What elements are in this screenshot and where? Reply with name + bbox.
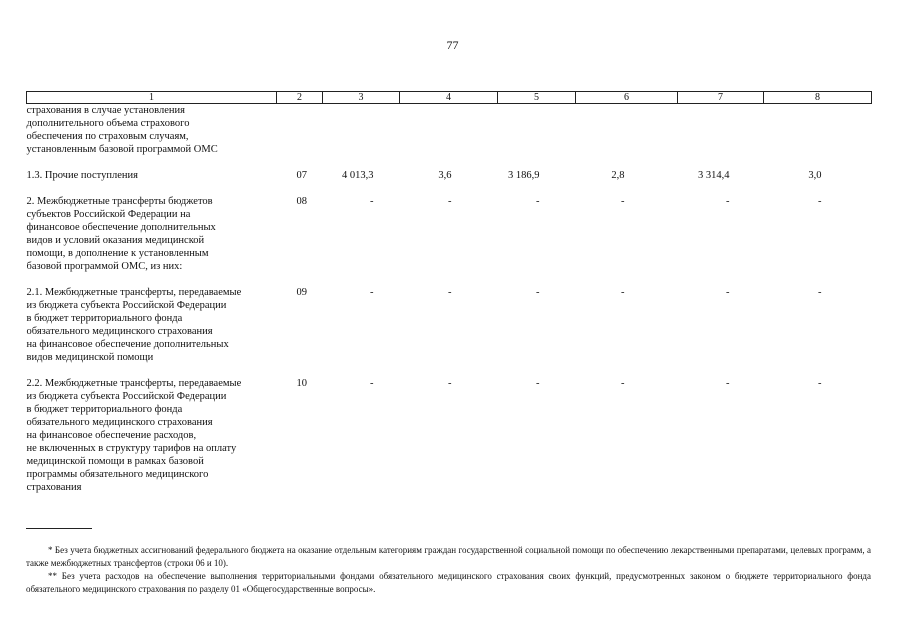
row-label-line: 1.3. Прочие поступления (26, 170, 138, 181)
row-value: - (536, 196, 540, 207)
row-code (277, 104, 323, 157)
row-label-line: страхования в случае установления (26, 105, 185, 116)
row-label-line: установленным базовой программой ОМС (26, 144, 218, 155)
row-value: - (818, 196, 822, 207)
column-header-7: 7 (678, 92, 764, 104)
row-value: - (726, 287, 730, 298)
row-value (764, 104, 872, 157)
row-label-line: видов и условий оказания медицинской (26, 235, 205, 246)
footnote: ** Без учета расходов на обеспечение выполнения территориальными фондами обязательного медицинского страхования своих функций, предусмотренных законом о бюджете территориального фонда обязательного медицинского страхования по разделу 01 «Общегосударственные вопросы». (26, 571, 871, 594)
row-label-line: из бюджета субъекта Российской Федерации (26, 391, 227, 402)
row-value: - (621, 287, 625, 298)
row-label-line: дополнительного объема страхового (26, 118, 190, 129)
header-row (27, 92, 872, 104)
row-code: 09 (296, 287, 307, 298)
row-label-line: базовой программой ОМС, из них: (26, 261, 183, 272)
table-row (27, 195, 872, 273)
column-header-4: 4 (400, 92, 498, 104)
footnote: * Без учета бюджетных ассигнований федерального бюджета на оказание отдельным категориям граждан государственной социальной помощи по обеспечению лекарственными препаратами, целевых программ, а также межбюджетных трансфертов (строки 06 и 10). (26, 545, 871, 568)
row-label (27, 169, 277, 182)
table-header (27, 92, 872, 104)
row-label-line: в бюджет территориального фонда (26, 404, 183, 415)
table-row (27, 286, 872, 364)
row-label (27, 104, 277, 157)
row-label-line: 2.2. Межбюджетные трансферты, передаваемые (26, 378, 242, 389)
row-value (498, 104, 576, 157)
row-value: - (726, 378, 730, 389)
table-row (27, 377, 872, 494)
row-label-line: на финансовое обеспечение дополнительных (26, 339, 229, 350)
row-label-line: на финансовое обеспечение расходов, (26, 430, 197, 441)
row-value: - (370, 196, 374, 207)
footnotes (26, 544, 871, 596)
row-code: 07 (296, 170, 307, 181)
row-value: 3,6 (438, 170, 452, 181)
row-value (323, 104, 400, 157)
row-value: - (448, 196, 452, 207)
row-code: 08 (296, 196, 307, 207)
row-value: - (818, 378, 822, 389)
row-value: 3 186,9 (508, 170, 540, 181)
row-value (400, 104, 498, 157)
row-value: 3 314,4 (698, 170, 730, 181)
row-label-line: субъектов Российской Федерации на (26, 209, 191, 220)
row-label-line: обязательного медицинского страхования (26, 417, 213, 428)
row-value: - (536, 287, 540, 298)
row-label-line: страхования (26, 482, 82, 493)
row-label-line: из бюджета субъекта Российской Федерации (26, 300, 227, 311)
row-value: - (536, 378, 540, 389)
row-label-line: финансовое обеспечение дополнительных (26, 222, 216, 233)
column-header-3: 3 (323, 92, 400, 104)
row-label-line: обеспечения по страховым случаям, (26, 131, 189, 142)
row-code: 10 (296, 378, 307, 389)
table-row (27, 169, 872, 182)
column-header-5: 5 (498, 92, 576, 104)
row-label-line: 2. Межбюджетные трансферты бюджетов (26, 196, 213, 207)
page-number: 77 (446, 38, 459, 52)
footnote-divider (26, 528, 92, 529)
column-header-6: 6 (576, 92, 678, 104)
row-value: 4 013,3 (342, 170, 374, 181)
row-value: 2,8 (611, 170, 625, 181)
column-header-8: 8 (764, 92, 872, 104)
table-row (27, 104, 872, 157)
row-value (678, 104, 764, 157)
row-value (576, 104, 678, 157)
row-label (27, 286, 277, 364)
row-value: - (726, 196, 730, 207)
row-label-line: не включенных в структуру тарифов на оплату (26, 443, 237, 454)
row-label (27, 195, 277, 273)
row-label-line: 2.1. Межбюджетные трансферты, передаваемые (26, 287, 242, 298)
row-value: - (621, 196, 625, 207)
row-value: - (370, 287, 374, 298)
row-label-line: обязательного медицинского страхования (26, 326, 213, 337)
column-header-2: 2 (277, 92, 323, 104)
data-table (26, 91, 872, 494)
table-body (27, 104, 872, 495)
row-label-line: видов медицинской помощи (26, 352, 154, 363)
row-value: - (370, 378, 374, 389)
row-value: - (448, 287, 452, 298)
column-header-1: 1 (27, 92, 277, 104)
row-label-line: программы обязательного медицинского (26, 469, 209, 480)
row-label-line: в бюджет территориального фонда (26, 313, 183, 324)
row-label (27, 377, 277, 494)
row-value: - (448, 378, 452, 389)
row-value: - (621, 378, 625, 389)
row-label-line: помощи, в дополнение к установленным (26, 248, 209, 259)
row-value: 3,0 (808, 170, 822, 181)
row-value: - (818, 287, 822, 298)
row-label-line: медицинской помощи в рамках базовой (26, 456, 204, 467)
